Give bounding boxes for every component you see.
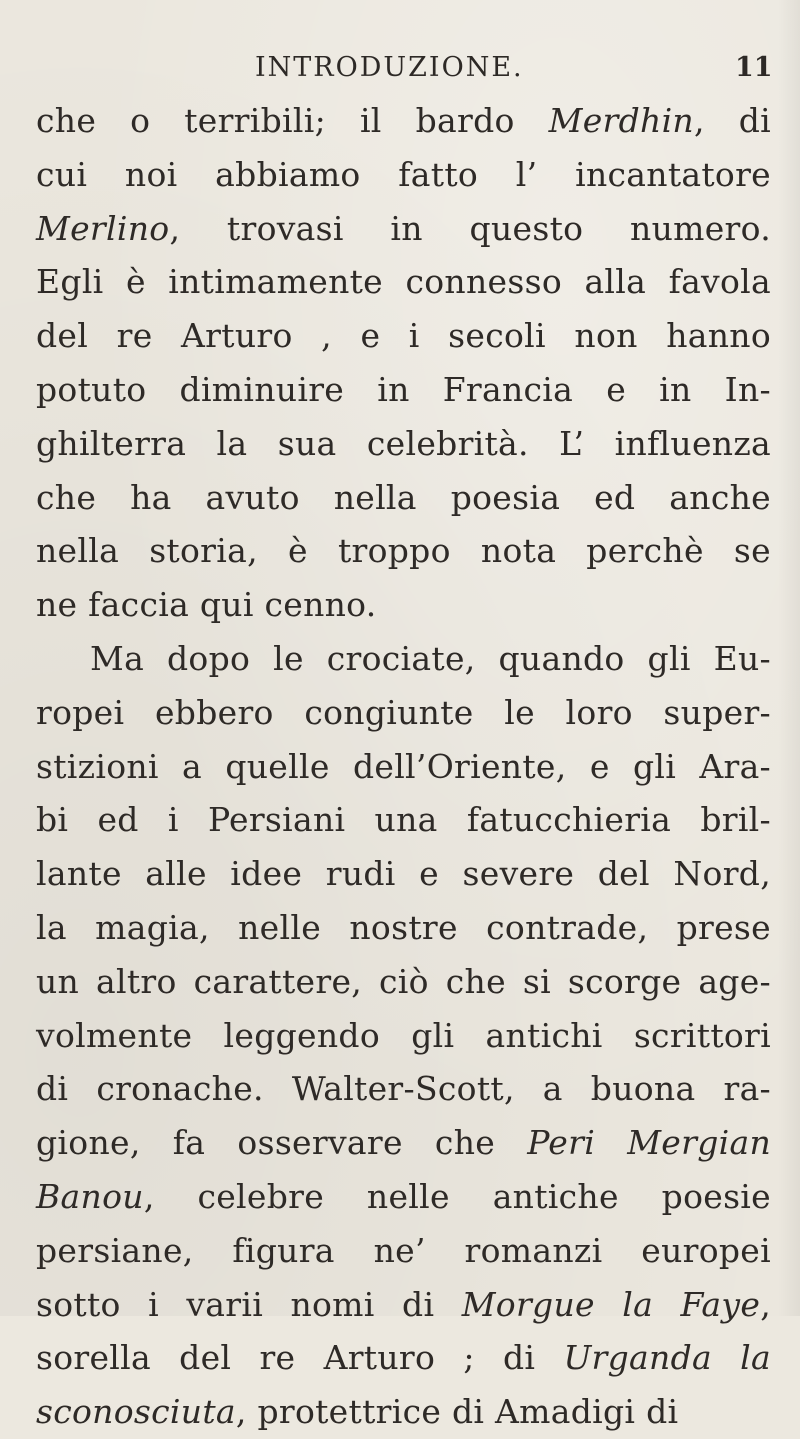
text-run: ne faccia qui cenno. [36,585,377,625]
text-line [36,524,771,578]
text-run: , trovasi in questo numero. [169,208,771,248]
page-number: 11 [735,52,773,83]
text-line [36,309,771,363]
text-run: potuto diminuire in Francia e in In- [36,369,771,409]
italic-text-run: Urganda la [563,1338,771,1378]
text-line [36,471,771,525]
text-run: persiane, figura ne’ romanzi europei [36,1230,771,1270]
text-run: , [760,1284,771,1324]
text-run: bi ed i Persiani una fatucchieria bril- [36,800,771,840]
text-line [36,1331,771,1385]
text-run: che o terribili; il bardo [36,101,549,140]
text-line [36,255,771,309]
italic-text-run: Morgue la Faye [461,1284,761,1324]
text-line [36,148,771,202]
text-line [36,417,771,471]
text-run: gione, fa osservare che [36,1123,528,1163]
text-run: un altro carattere, ciò che si scorge age- [36,961,771,1001]
text-run: stizioni a quelle dell’Oriente, e gli Ara- [36,746,771,786]
text-line [36,578,771,632]
text-run: di cronache. Walter-Scott, a buona ra- [36,1069,771,1109]
text-line [36,793,771,847]
text-run: lante alle idee rudi e severe del Nord, [36,854,771,894]
text-line [36,686,771,740]
italic-text-run: sconosciuta [36,1392,236,1432]
text-run: Egli è intimamente connesso alla favola [36,262,771,302]
text-run: , celebre nelle antiche poesie [143,1176,771,1216]
italic-text-run: Peri Mergian [527,1123,772,1163]
text-run: la magia, nelle nostre contrade, prese [36,907,771,947]
text-line [36,1385,771,1439]
italic-text-run: Merlino [36,208,170,248]
italic-text-run: Merdhin [548,101,694,140]
text-run: ropei ebbero congiunte le loro super- [36,692,771,732]
text-line [36,955,771,1009]
page-edge-shadow [778,0,800,1316]
text-line [36,1009,771,1063]
text-run: nella storia, è troppo nota perchè se [36,531,771,571]
text-line [36,202,771,256]
text-line [36,1278,771,1332]
text-line [36,1170,771,1224]
text-line [36,901,771,955]
italic-text-run: Banou [36,1176,144,1216]
text-run: cui noi abbiamo fatto l’ incantatore [36,154,771,194]
text-run: del re Arturo , e i secoli non hanno [36,316,771,356]
text-line [36,740,771,794]
text-run: Ma dopo le crociate, quando gli Eu- [90,638,771,678]
text-run: che ha avuto nella poesia ed anche [36,477,771,517]
text-run: sotto i varii nomi di [36,1284,462,1324]
text-line [36,632,771,686]
text-line [36,847,771,901]
text-run: ghilterra la sua celebrità. L’ influenza [36,423,771,463]
text-run: , di [694,101,772,140]
running-head [0,52,800,92]
text-run: sorella del re Arturo ; di [36,1338,564,1378]
body-text [36,94,771,1439]
text-run: , protettrice di Amadigi di [235,1392,679,1432]
text-line [36,1116,771,1170]
text-line [36,363,771,417]
text-run: volmente leggendo gli antichi scrittori [36,1015,771,1055]
text-line [36,94,771,148]
text-line [36,1224,771,1278]
running-title: INTRODUZIONE. [255,52,524,83]
text-line [36,1062,771,1116]
